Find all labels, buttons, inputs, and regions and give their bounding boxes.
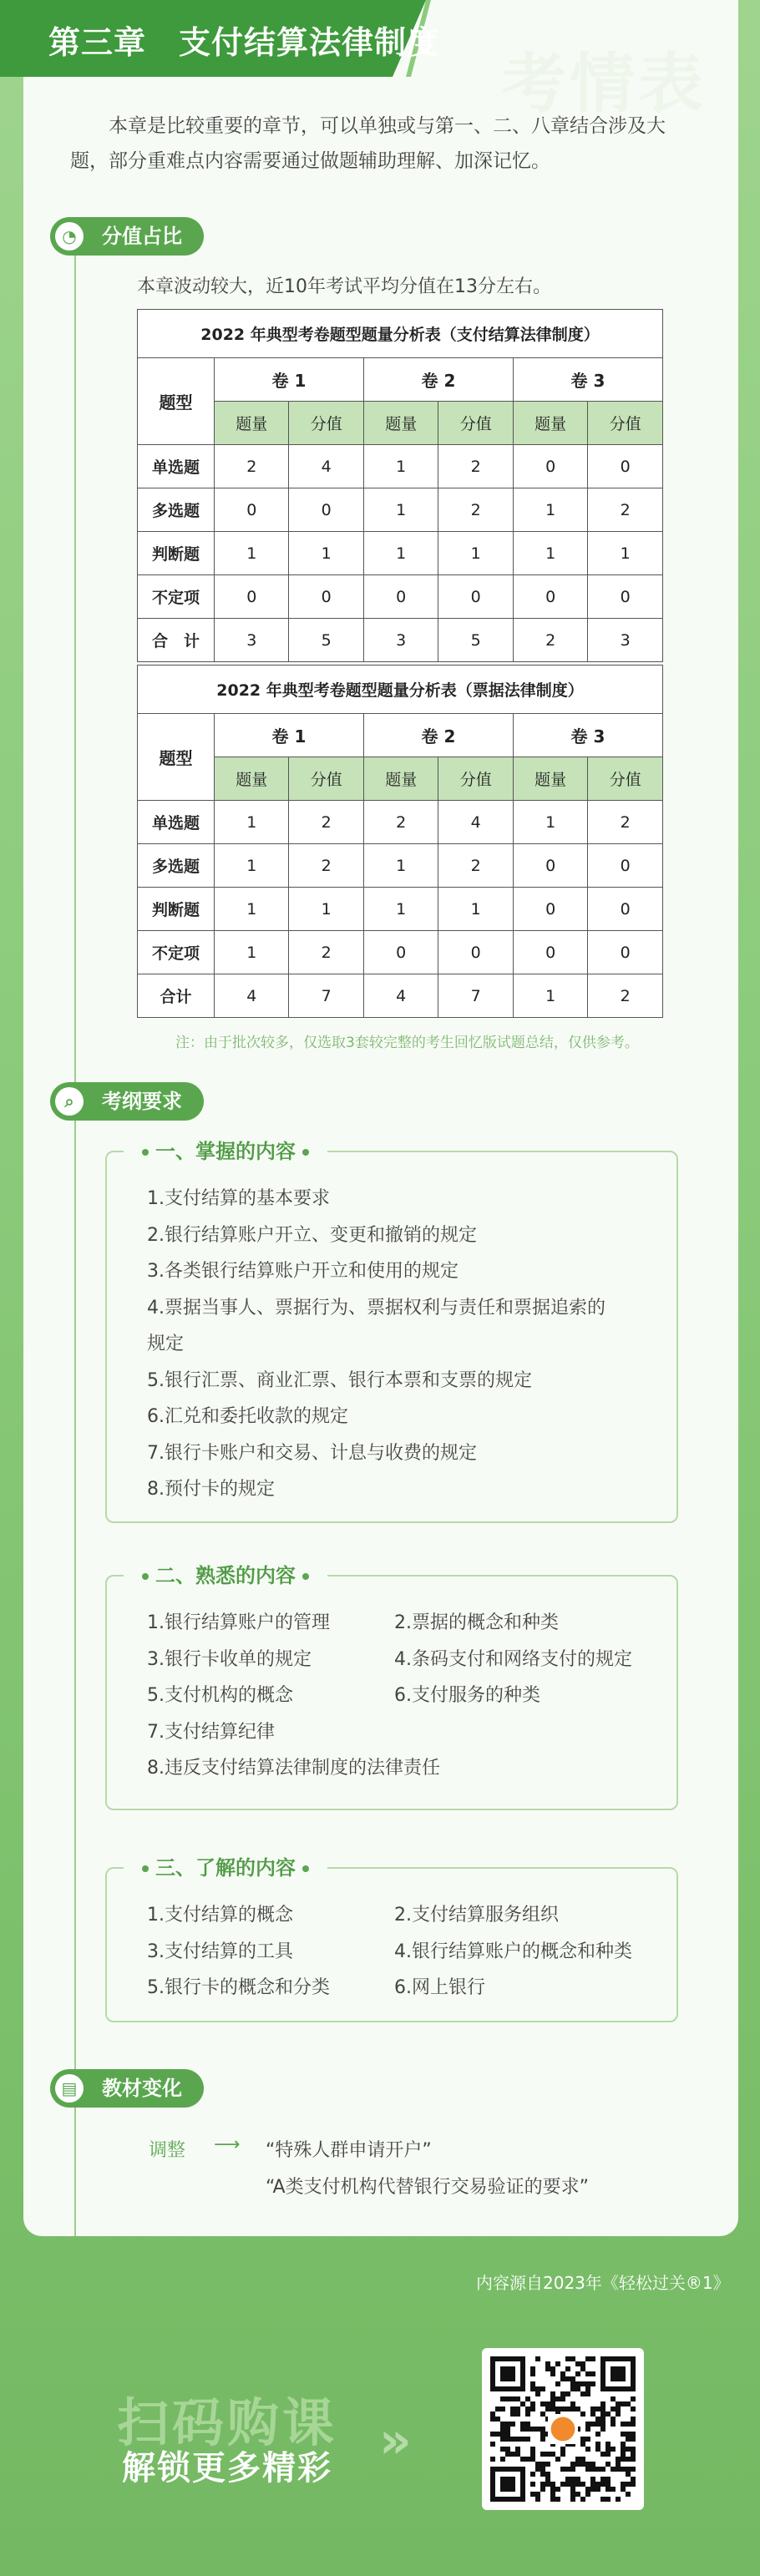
table-cell: 1 bbox=[215, 801, 289, 844]
table-cell: 3 bbox=[588, 619, 663, 662]
row-type: 判断题 bbox=[138, 888, 215, 931]
col-header: 题量 bbox=[363, 402, 438, 445]
table-cell: 1 bbox=[215, 888, 289, 931]
list-item: 7.银行卡账户和交易、计息与收费的规定 bbox=[147, 1442, 477, 1464]
list-item: 2.支付结算服务组织 bbox=[394, 1905, 559, 1926]
document-icon: ▤ bbox=[55, 2074, 84, 2103]
promo-headline: 扫码购课 bbox=[117, 2392, 338, 2453]
change-label: 调整 bbox=[149, 2140, 186, 2161]
list-item: 规定 bbox=[147, 1334, 185, 1354]
section-tag-syllabus bbox=[50, 1082, 204, 1121]
table-cell: 1 bbox=[289, 888, 363, 931]
table-row bbox=[138, 888, 663, 931]
table-row bbox=[138, 445, 663, 488]
table-cell: 0 bbox=[588, 445, 663, 488]
col-header: 题量 bbox=[513, 757, 587, 801]
arrow-right-icon: ⟶ bbox=[214, 2134, 241, 2155]
row-type: 多选题 bbox=[138, 844, 215, 888]
table-cell: 1 bbox=[513, 488, 587, 532]
list-item: 2.票据的概念和种类 bbox=[394, 1612, 559, 1633]
table-cell: 2 bbox=[588, 974, 663, 1018]
qr-code[interactable] bbox=[482, 2348, 644, 2510]
table-cell: 1 bbox=[513, 532, 587, 575]
table-row bbox=[138, 619, 663, 662]
table-cell: 2 bbox=[588, 801, 663, 844]
table-row bbox=[138, 974, 663, 1018]
list-item: 5.银行汇票、商业汇票、银行本票和支票的规定 bbox=[147, 1369, 532, 1391]
table-cell: 1 bbox=[215, 532, 289, 575]
search-doc-icon: ⌕ bbox=[55, 1087, 84, 1116]
col-header: 题量 bbox=[363, 757, 438, 801]
table-cell: 1 bbox=[363, 532, 438, 575]
table-caption: 2022 年典型考卷题型题量分析表（支付结算法律制度） bbox=[138, 310, 663, 358]
row-type: 判断题 bbox=[138, 532, 215, 575]
change-item: “特殊人群申请开户” bbox=[266, 2140, 432, 2161]
list-item: 1.支付结算的基本要求 bbox=[147, 1188, 330, 1209]
table-cell: 0 bbox=[363, 931, 438, 974]
col-header: 分值 bbox=[438, 402, 513, 445]
row-type: 单选题 bbox=[138, 801, 215, 844]
table-cell: 0 bbox=[438, 575, 513, 619]
list-item: 3.各类银行结算账户开立和使用的规定 bbox=[147, 1261, 459, 1282]
table-cell: 3 bbox=[363, 619, 438, 662]
col-header: 题量 bbox=[513, 402, 587, 445]
table-cell: 1 bbox=[513, 801, 587, 844]
list-item: 1.支付结算的概念 bbox=[147, 1905, 293, 1926]
row-header: 题型 bbox=[138, 714, 215, 801]
row-type: 不定项 bbox=[138, 931, 215, 974]
understand-box bbox=[105, 1856, 678, 2022]
table-cell: 2 bbox=[289, 931, 363, 974]
col-header: 分值 bbox=[289, 402, 363, 445]
section-tag-label: 考纲要求 bbox=[102, 1090, 182, 1113]
table-cell: 2 bbox=[363, 801, 438, 844]
score-table-2 bbox=[137, 665, 663, 1018]
table-cell: 0 bbox=[215, 488, 289, 532]
list-item: 4.票据当事人、票据行为、票据权利与责任和票据追索的 bbox=[147, 1297, 605, 1318]
table-cell: 2 bbox=[438, 488, 513, 532]
familiar-title: 二、熟悉的内容 bbox=[124, 1561, 327, 1590]
table-cell: 0 bbox=[513, 445, 587, 488]
list-item: 8.违反支付结算法律制度的法律责任 bbox=[147, 1758, 440, 1779]
paper-header: 卷 3 bbox=[513, 358, 662, 402]
score-table-1 bbox=[137, 309, 663, 662]
list-item: 1.银行结算账户的管理 bbox=[147, 1612, 330, 1633]
section-tag-label: 教材变化 bbox=[102, 2077, 182, 2100]
watermark-title: 考情表 bbox=[501, 46, 707, 122]
list-item: 2.银行结算账户开立、变更和撤销的规定 bbox=[147, 1224, 477, 1246]
change-item: “A类支付机构代替银行交易验证的要求” bbox=[266, 2177, 590, 2198]
table-caption: 2022 年典型考卷题型题量分析表（票据法律制度） bbox=[138, 666, 663, 714]
paper-header: 卷 2 bbox=[363, 358, 513, 402]
table-cell: 1 bbox=[438, 532, 513, 575]
col-header: 分值 bbox=[438, 757, 513, 801]
table-footnote: 注：由于批次较多，仅选取3套较完整的考生回忆版试题总结，仅供参考。 bbox=[175, 1035, 639, 1051]
table-cell: 0 bbox=[513, 575, 587, 619]
table-cell: 0 bbox=[289, 488, 363, 532]
understand-title: 三、了解的内容 bbox=[124, 1854, 327, 1882]
list-item: 3.支付结算的工具 bbox=[147, 1941, 293, 1962]
score-note: 本章波动较大，近10年考试平均分值在13分左右。 bbox=[137, 276, 551, 297]
chapter-title: 第三章 支付结算法律制度 bbox=[48, 23, 440, 61]
paper-header: 卷 3 bbox=[513, 714, 662, 757]
table-row bbox=[138, 931, 663, 974]
table-cell: 0 bbox=[513, 844, 587, 888]
table-cell: 0 bbox=[289, 575, 363, 619]
timeline-line bbox=[74, 242, 76, 2236]
table-cell: 1 bbox=[363, 488, 438, 532]
list-item: 4.银行结算账户的概念和种类 bbox=[394, 1941, 632, 1962]
master-box bbox=[105, 1140, 678, 1523]
table-cell: 0 bbox=[215, 575, 289, 619]
section-tag-score bbox=[50, 217, 204, 256]
table-cell: 0 bbox=[513, 931, 587, 974]
list-item: 5.支付机构的概念 bbox=[147, 1685, 293, 1706]
table-cell: 4 bbox=[438, 801, 513, 844]
intro-paragraph: 本章是比较重要的章节，可以单独或与第一、二、八章结合涉及大题，部分重难点内容需要通过做题辅助理解、加深记忆。 bbox=[70, 115, 666, 172]
table-cell: 2 bbox=[289, 801, 363, 844]
table-cell: 2 bbox=[588, 488, 663, 532]
table-cell: 2 bbox=[513, 619, 587, 662]
col-header: 题量 bbox=[215, 402, 289, 445]
table-cell: 4 bbox=[363, 974, 438, 1018]
chevron-right-icon: » bbox=[379, 2412, 412, 2470]
table-cell: 2 bbox=[438, 445, 513, 488]
table-cell: 5 bbox=[438, 619, 513, 662]
row-type: 不定项 bbox=[138, 575, 215, 619]
master-list bbox=[147, 1181, 605, 1508]
table-row bbox=[138, 801, 663, 844]
list-item: 6.汇兑和委托收款的规定 bbox=[147, 1406, 348, 1427]
row-type: 多选题 bbox=[138, 488, 215, 532]
qr-code-icon bbox=[490, 2356, 636, 2502]
table-cell: 2 bbox=[215, 445, 289, 488]
section-tag-textbook bbox=[50, 2069, 204, 2108]
list-item: 6.网上银行 bbox=[394, 1977, 485, 1998]
table-cell: 3 bbox=[215, 619, 289, 662]
section-tag-label: 分值占比 bbox=[102, 225, 182, 248]
table-cell: 5 bbox=[289, 619, 363, 662]
table-cell: 1 bbox=[588, 532, 663, 575]
paper-header: 卷 1 bbox=[215, 358, 364, 402]
paper-header: 卷 2 bbox=[363, 714, 513, 757]
table-cell: 0 bbox=[588, 931, 663, 974]
table-cell: 4 bbox=[215, 974, 289, 1018]
list-item: 8.预付卡的规定 bbox=[147, 1479, 275, 1500]
paper-header: 卷 1 bbox=[215, 714, 364, 757]
table-cell: 1 bbox=[363, 888, 438, 931]
row-type: 合 计 bbox=[138, 619, 215, 662]
list-item: 6.支付服务的种类 bbox=[394, 1685, 540, 1706]
table-cell: 7 bbox=[438, 974, 513, 1018]
table-cell: 0 bbox=[363, 575, 438, 619]
table-cell: 7 bbox=[289, 974, 363, 1018]
table-row bbox=[138, 575, 663, 619]
table-cell: 1 bbox=[363, 445, 438, 488]
familiar-box bbox=[105, 1564, 678, 1810]
table-cell: 1 bbox=[215, 931, 289, 974]
row-header: 题型 bbox=[138, 358, 215, 445]
table-cell: 0 bbox=[588, 575, 663, 619]
table-row bbox=[138, 488, 663, 532]
list-item: 5.银行卡的概念和分类 bbox=[147, 1977, 330, 1998]
table-cell: 1 bbox=[513, 974, 587, 1018]
col-header: 题量 bbox=[215, 757, 289, 801]
row-type: 合计 bbox=[138, 974, 215, 1018]
source-note: 内容源自2023年《轻松过关®1》 bbox=[476, 2273, 730, 2293]
table-cell: 0 bbox=[588, 888, 663, 931]
col-header: 分值 bbox=[289, 757, 363, 801]
table-row bbox=[138, 532, 663, 575]
col-header: 分值 bbox=[588, 757, 663, 801]
list-item: 3.银行卡收单的规定 bbox=[147, 1648, 312, 1670]
list-item: 7.支付结算纪律 bbox=[147, 1721, 275, 1743]
pie-chart-icon: ◔ bbox=[55, 222, 84, 251]
promo-subline: 解锁更多精彩 bbox=[122, 2449, 332, 2487]
table-cell: 2 bbox=[438, 844, 513, 888]
table-cell: 1 bbox=[438, 888, 513, 931]
table-cell: 0 bbox=[438, 931, 513, 974]
table-cell: 2 bbox=[289, 844, 363, 888]
table-cell: 1 bbox=[215, 844, 289, 888]
master-title: 一、掌握的内容 bbox=[124, 1137, 327, 1166]
table-cell: 4 bbox=[289, 445, 363, 488]
table-cell: 0 bbox=[588, 844, 663, 888]
table-cell: 0 bbox=[513, 888, 587, 931]
row-type: 单选题 bbox=[138, 445, 215, 488]
table-cell: 1 bbox=[289, 532, 363, 575]
col-header: 分值 bbox=[588, 402, 663, 445]
table-row bbox=[138, 844, 663, 888]
table-cell: 1 bbox=[363, 844, 438, 888]
list-item: 4.条码支付和网络支付的规定 bbox=[394, 1648, 632, 1670]
